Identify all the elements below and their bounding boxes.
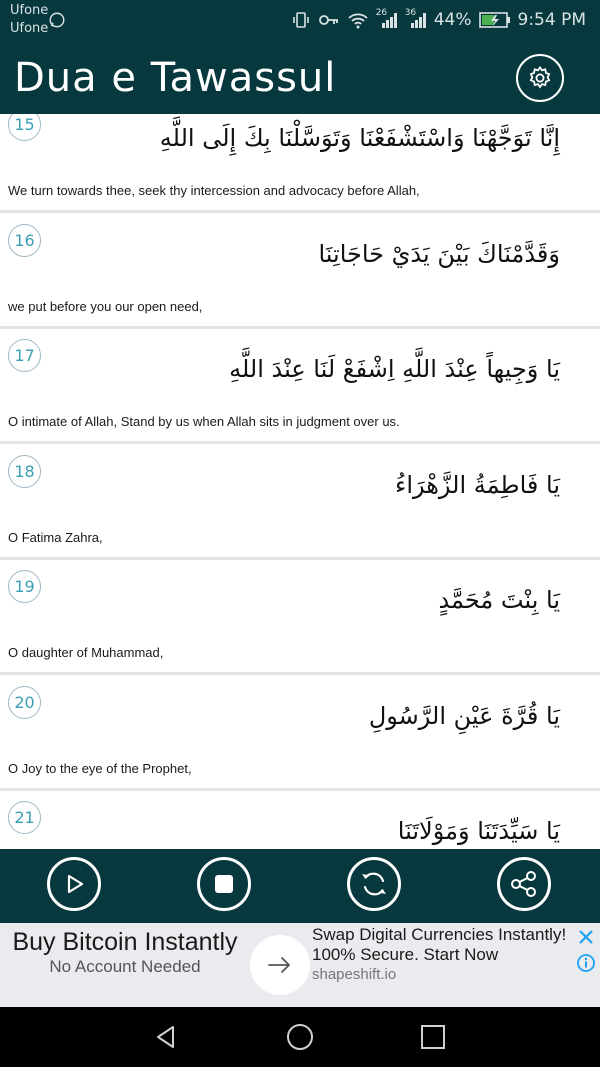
playback-controls <box>0 849 600 923</box>
key-icon <box>318 10 340 30</box>
whatsapp-icon <box>48 11 66 29</box>
gear-icon <box>527 65 553 91</box>
verse-list[interactable] <box>0 114 600 849</box>
verse-arabic: إِنَّا تَوَجَّهْنَا وَاسْتَشْفَعْنَا وَتَوَسَّلْنَا بِكَ إِلَى اللَّهِ <box>159 124 560 152</box>
ad-banner[interactable] <box>0 923 600 1007</box>
verse-translation: we put before you our open need, <box>8 299 203 314</box>
ad-close-icon[interactable] <box>576 927 596 947</box>
verse-row[interactable] <box>0 678 600 791</box>
verse-number: 16 <box>8 224 41 257</box>
status-bar <box>0 0 600 42</box>
ad-info-icon[interactable] <box>576 953 596 973</box>
recents-icon <box>420 1024 446 1050</box>
settings-button[interactable] <box>516 54 564 102</box>
verse-translation: O Fatima Zahra, <box>8 530 103 545</box>
verse-row[interactable] <box>0 331 600 444</box>
ad-description: Swap Digital Currencies Instantly! 100% Secure. Start Now <box>312 925 567 964</box>
verse-row[interactable] <box>0 562 600 675</box>
clock: 9:54 PM <box>517 10 586 30</box>
stop-button[interactable] <box>197 857 251 911</box>
verse-translation: O daughter of Muhammad, <box>8 645 164 660</box>
verse-arabic: يَا وَجِيهاً عِنْدَ اللَّهِ اِشْفَعْ لَنَا عِنْدَ اللَّهِ <box>229 355 560 383</box>
navigation-bar <box>0 1007 600 1067</box>
share-icon <box>509 869 539 899</box>
vibrate-icon <box>291 10 311 30</box>
verse-arabic: يَا فَاطِمَةُ الزَّهْرَاءُ <box>395 471 560 499</box>
verse-arabic: يَا سَيِّدَتَنَا وَمَوْلَاتَنَا <box>397 817 560 845</box>
verse-number: 21 <box>8 801 41 834</box>
verse-translation: We turn towards thee, seek thy intercession and advocacy before Allah, <box>8 183 420 198</box>
play-icon <box>61 871 87 897</box>
verse-translation: O Joy to the eye of the Prophet, <box>8 761 192 776</box>
back-button[interactable] <box>150 1021 182 1053</box>
verse-number: 19 <box>8 570 41 603</box>
verse-row[interactable] <box>0 447 600 560</box>
battery-charging-icon <box>479 11 511 29</box>
share-button[interactable] <box>497 857 551 911</box>
verse-number: 20 <box>8 686 41 719</box>
signal-2-tag: 36 <box>404 8 417 18</box>
verse-arabic: وَقَدَّمْنَاكَ بَيْنَ يَدَيْ حَاجَاتِنَا <box>318 240 560 268</box>
carrier-2-label: Ufone <box>10 21 49 36</box>
verse-number: 18 <box>8 455 41 488</box>
home-icon <box>285 1022 315 1052</box>
verse-row[interactable] <box>0 793 600 849</box>
ad-domain: shapeshift.io <box>312 966 397 983</box>
verse-row[interactable] <box>0 216 600 329</box>
verse-arabic: يَا قُرَّةَ عَيْنِ الرَّسُولِ <box>368 702 560 730</box>
verse-number: 15 <box>8 114 41 141</box>
repeat-button[interactable] <box>347 857 401 911</box>
play-button[interactable] <box>47 857 101 911</box>
stop-icon <box>213 873 235 895</box>
ad-arrow-button[interactable] <box>250 935 310 995</box>
back-icon <box>152 1023 180 1051</box>
home-button[interactable] <box>284 1021 316 1053</box>
app-bar <box>0 42 600 114</box>
carrier-1-label: Ufone <box>10 3 49 18</box>
signal-1-tag: 26 <box>375 8 388 18</box>
arrow-right-icon <box>265 950 295 980</box>
verse-number: 17 <box>8 339 41 372</box>
battery-percent: 44% <box>433 10 472 30</box>
recents-button[interactable] <box>417 1021 449 1053</box>
app-title: Dua e Tawassul <box>14 55 337 101</box>
repeat-icon <box>358 868 390 900</box>
verse-row[interactable] <box>0 114 600 213</box>
verse-translation: O intimate of Allah, Stand by us when Allah sits in judgment over us. <box>8 414 400 429</box>
wifi-icon <box>347 10 369 30</box>
ad-headline[interactable]: Buy Bitcoin Instantly <box>12 928 238 956</box>
verse-arabic: يَا بِنْتَ مُحَمَّدٍ <box>438 586 560 614</box>
ad-subline: No Account Needed <box>49 957 201 976</box>
